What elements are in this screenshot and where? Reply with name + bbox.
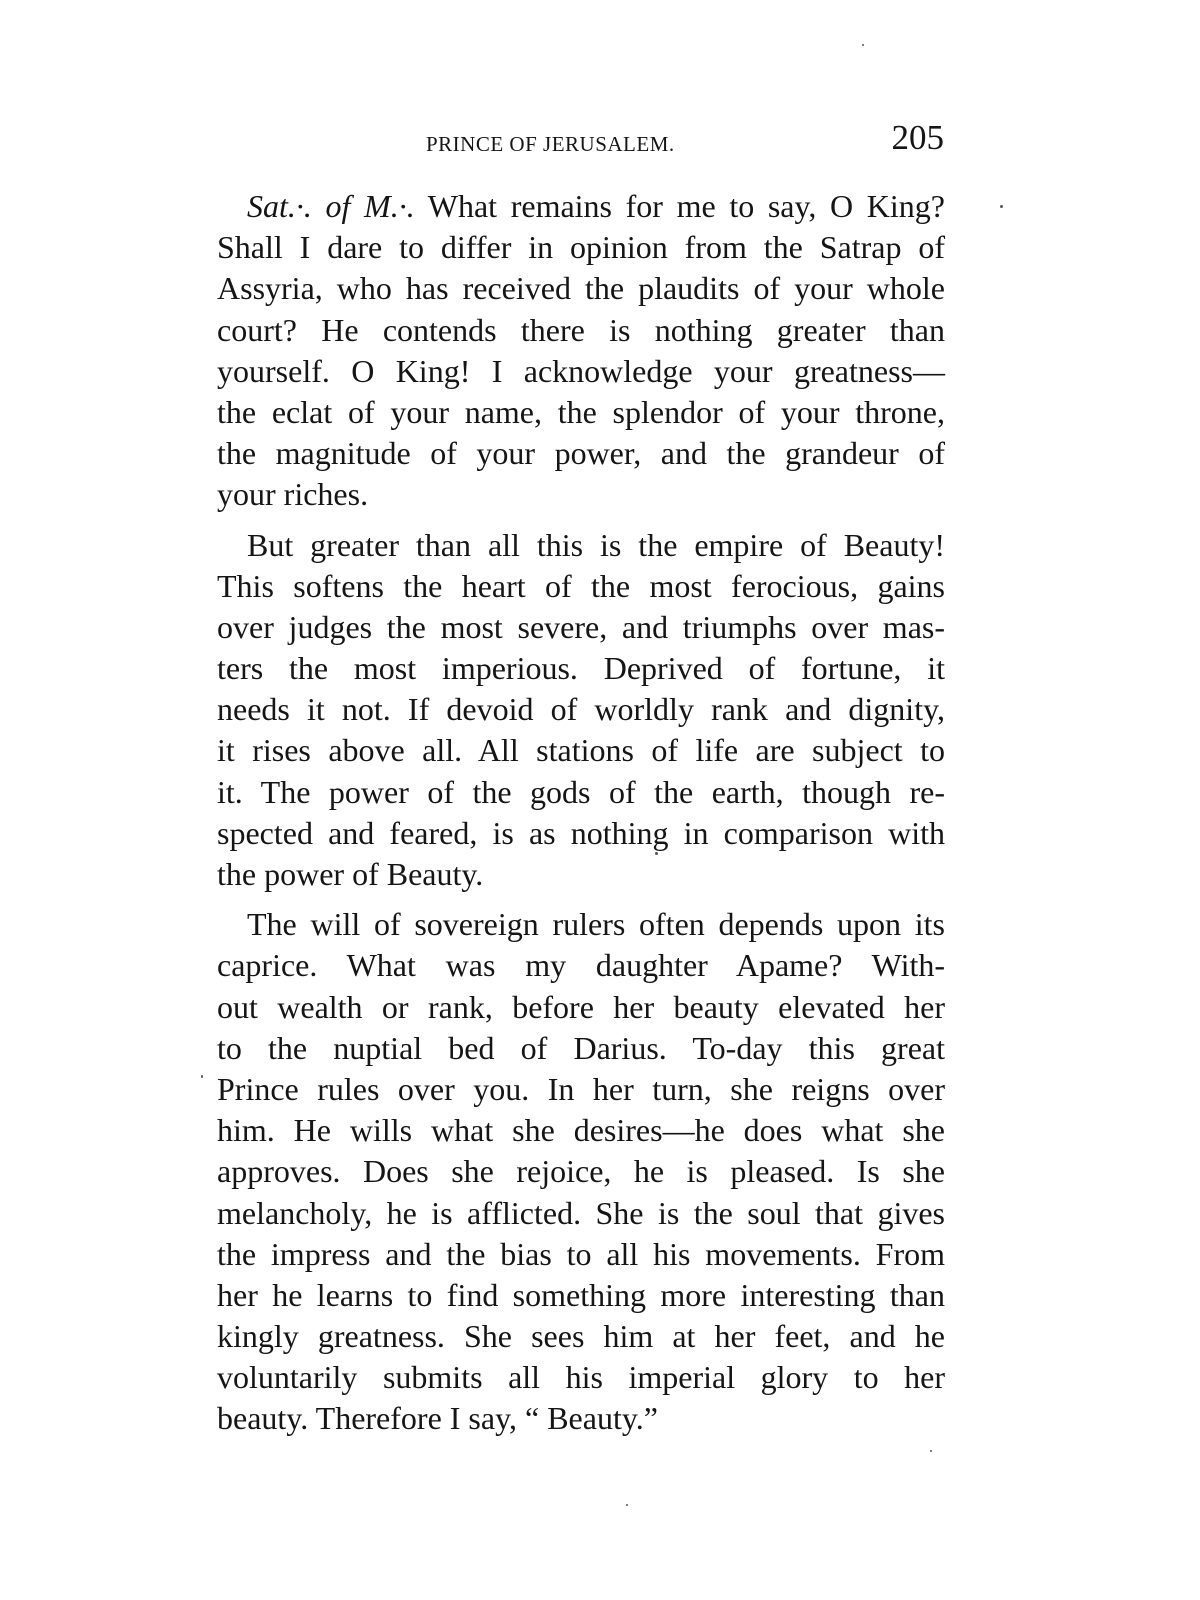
text-line: Shall I dare to differ in opinion from the Satrap of [217,229,945,266]
text-line: approves. Does she rejoice, he is pleased. Is she [217,1153,945,1190]
page-number: 205 [891,118,944,157]
text-line: him. He wills what she desires—he does what she [217,1112,945,1149]
text-line: Assyria, who has received the plaudits of your whole [217,270,945,307]
text-line-content: What remains for me to say, O King? [414,188,946,224]
text-line: beauty. Therefore I say, “ Beauty.” [217,1400,658,1437]
text-line: the eclat of your name, the splendor of your throne, [217,393,945,430]
scan-speck [930,1450,932,1452]
scan-speck [201,1075,203,1078]
running-title: PRINCE OF JERUSALEM. [426,132,675,156]
text-line: her he learns to find something more interesting than [217,1276,945,1313]
text-line: yourself. O King! I acknowledge your greatness— [217,352,945,389]
scan-speck [626,1504,628,1506]
text-line: to the nuptial bed of Darius. To-day this great [217,1029,945,1066]
text-line: it rises above all. All stations of life are subject to [217,732,945,769]
body-text [217,186,945,1449]
text-line: court? He contends there is nothing greater than [217,311,945,348]
text-line: your riches. [217,476,369,513]
text-line: kingly greatness. She sees him at her feet, and he [217,1318,945,1355]
text-line: over judges the most severe, and triumphs over mas- [217,608,945,645]
text-line: out wealth or rank, before her beauty elevated her [217,988,945,1025]
scan-speck [655,852,658,855]
paragraph-3 [217,904,945,1439]
paragraph-1 [217,186,945,516]
text-line: it. The power of the gods of the earth, though re- [217,773,945,810]
text-line: Prince rules over you. In her turn, she reigns over [217,1070,945,1107]
text-line [217,186,945,227]
scan-speck [862,44,864,46]
text-line: the impress and the bias to all his movements. From [217,1235,945,1272]
text-line: caprice. What was my daughter Apame? With- [217,947,945,984]
text-line: melancholy, he is afflicted. She is the soul that gives [217,1194,945,1231]
text-line: voluntarily submits all his imperial glory to her [217,1359,945,1396]
text-line: the magnitude of your power, and the grandeur of [217,435,945,472]
text-line: the power of Beauty. [217,856,484,892]
text-line: This softens the heart of the most ferocious, gains [217,567,945,604]
text-line: needs it not. If devoid of worldly rank and dignity, [217,691,945,728]
text-line: The will of sovereign rulers often depends upon its [247,906,945,943]
speaker-label: Sat.·. of M.·. [247,188,415,224]
text-line: But greater than all this is the empire of Beauty! [247,526,945,563]
text-line: ters the most imperious. Deprived of fortune, it [217,650,945,687]
scan-speck [1000,205,1003,208]
paragraph-2 [217,525,945,896]
running-head [218,118,944,158]
text-line: spected and feared, is as nothing in comparison with [217,814,945,851]
